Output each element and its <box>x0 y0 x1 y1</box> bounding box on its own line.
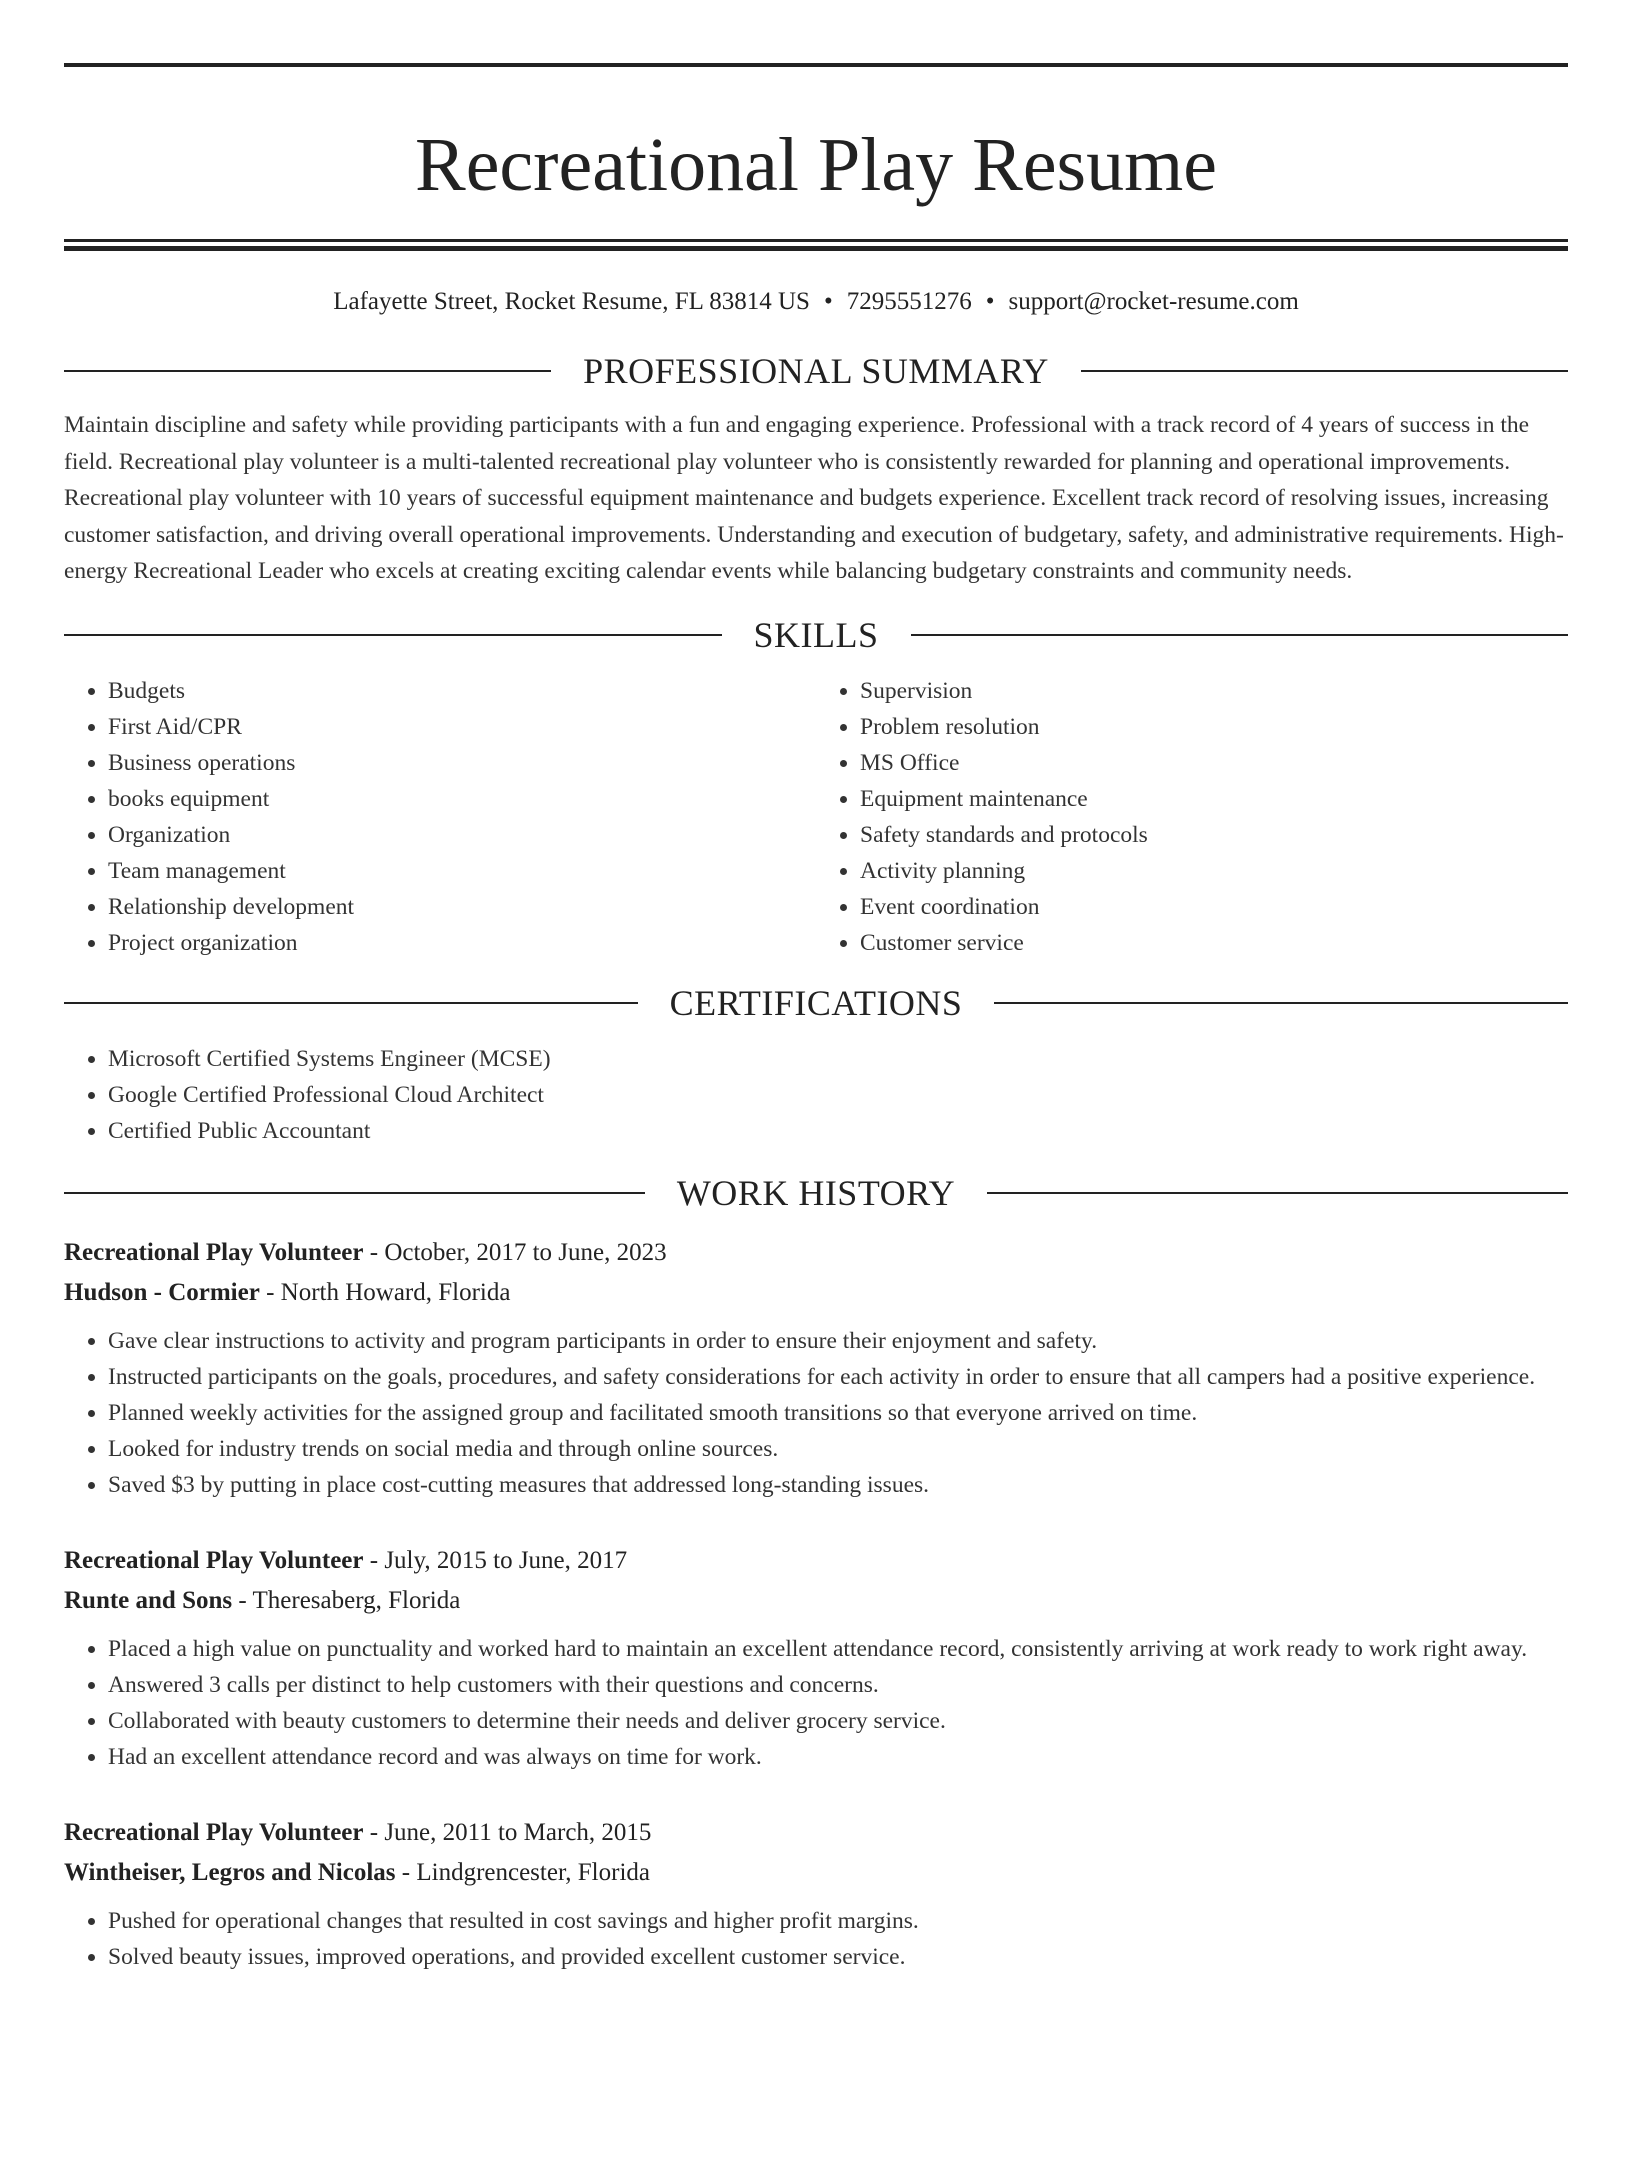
page-title: Recreational Play Resume <box>415 123 1217 207</box>
job-bullet: • Answered 3 calls per distinct to help customers with their questions and concerns. <box>108 1667 1568 1703</box>
job-dates: - June, 2011 to March, 2015 <box>363 1819 652 1846</box>
summary-text: Maintain discipline and safety while providing participants with a fun and engaging experience. Professional with a track record of 4 years of success in the field. Recreational play volunteer is a multi-talented recreational play volunteer who is consistently rewarded for planning and operational improvements. Recreational play volunteer with 10 years of successful equipment maintenance and budgets experience. Excellent track record of resolving issues, increasing customer satisfaction, and driving overall operational improvements. Understanding and execution of budgetary, safety, and administrative requirements. High-energy Recreational Leader who excels at creating exciting calendar events while balancing budgetary constraints and community needs. <box>64 412 1564 584</box>
job-entry <box>64 1233 1568 1503</box>
contact-email: support@rocket-resume.com <box>1008 288 1299 315</box>
work-section-header <box>64 1171 1568 1215</box>
skills-section-header <box>64 613 1568 657</box>
header-rule-right <box>1081 370 1568 372</box>
job-dates: - October, 2017 to June, 2023 <box>363 1239 667 1266</box>
skill-item: • First Aid/CPR <box>108 709 816 745</box>
job-bullets <box>64 1903 1568 1975</box>
job-bullet: • Had an excellent attendance record and was always on time for work. <box>108 1739 1568 1775</box>
skill-item: • Safety standards and protocols <box>860 817 1568 853</box>
job-title-line <box>64 1541 1568 1581</box>
job-bullet: • Solved beauty issues, improved operations, and provided excellent customer service. <box>108 1939 1568 1975</box>
job-bullet: • Placed a high value on punctuality and worked hard to maintain an excellent attendance record, consistently arriving at work ready to work right away. <box>108 1631 1568 1667</box>
skill-item: • Activity planning <box>860 853 1568 889</box>
skill-item: • Customer service <box>860 925 1568 961</box>
job-bullet: • Collaborated with beauty customers to determine their needs and deliver grocery service. <box>108 1703 1568 1739</box>
job-bullets <box>64 1631 1568 1775</box>
title-double-rule <box>64 239 1568 251</box>
certifications-section-header <box>64 981 1568 1025</box>
header-rule-left <box>64 634 722 636</box>
certification-item: • Certified Public Accountant <box>108 1113 1568 1149</box>
contact-separator: • <box>985 288 995 315</box>
skill-item: • books equipment <box>108 781 816 817</box>
job-title: Recreational Play Volunteer <box>64 1239 364 1266</box>
contact-phone: 7295551276 <box>846 288 972 315</box>
job-title-line <box>64 1813 1568 1853</box>
job-company: Runte and Sons <box>64 1587 233 1614</box>
summary-heading: PROFESSIONAL SUMMARY <box>583 351 1049 391</box>
skill-item: • MS Office <box>860 745 1568 781</box>
job-title: Recreational Play Volunteer <box>64 1819 364 1846</box>
skill-item: • Equipment maintenance <box>860 781 1568 817</box>
job-title-line <box>64 1233 1568 1273</box>
contact-address: Lafayette Street, Rocket Resume, FL 83814 US <box>333 288 810 315</box>
skill-item: • Problem resolution <box>860 709 1568 745</box>
job-bullet: • Saved $3 by putting in place cost-cutting measures that addressed long-standing issues. <box>108 1467 1568 1503</box>
skill-item: • Team management <box>108 853 816 889</box>
certification-item: • Google Certified Professional Cloud Architect <box>108 1077 1568 1113</box>
header-rule-left <box>64 1192 645 1194</box>
job-bullet: • Pushed for operational changes that resulted in cost savings and higher profit margins. <box>108 1903 1568 1939</box>
job-company: Hudson - Cormier <box>64 1279 260 1306</box>
job-bullet: • Planned weekly activities for the assigned group and facilitated smooth transitions so that everyone arrived on time. <box>108 1395 1568 1431</box>
skill-item: • Supervision <box>860 673 1568 709</box>
job-company-line <box>64 1581 1568 1621</box>
header-rule-right <box>911 634 1569 636</box>
job-title: Recreational Play Volunteer <box>64 1547 364 1574</box>
contact-line <box>64 287 1568 317</box>
header-rule-right <box>987 1192 1568 1194</box>
header-rule-left <box>64 370 551 372</box>
job-location: - Lindgrencester, Florida <box>395 1859 650 1886</box>
job-entry <box>64 1813 1568 1975</box>
job-location: - Theresaberg, Florida <box>232 1587 461 1614</box>
contact-separator: • <box>823 288 833 315</box>
summary-section-header <box>64 349 1568 393</box>
job-dates: - July, 2015 to June, 2017 <box>363 1547 628 1574</box>
job-bullets <box>64 1323 1568 1503</box>
job-company-line <box>64 1853 1568 1893</box>
job-entry <box>64 1541 1568 1775</box>
certification-item: • Microsoft Certified Systems Engineer (MCSE) <box>108 1041 1568 1077</box>
skill-item: • Business operations <box>108 745 816 781</box>
job-location: - North Howard, Florida <box>259 1279 511 1306</box>
job-bullet: • Gave clear instructions to activity and program participants in order to ensure their enjoyment and safety. <box>108 1323 1568 1359</box>
skill-item: • Relationship development <box>108 889 816 925</box>
skill-item: • Project organization <box>108 925 816 961</box>
skill-item: • Event coordination <box>860 889 1568 925</box>
resume-page <box>0 63 1632 2175</box>
skill-item: • Budgets <box>108 673 816 709</box>
skills-column-left <box>64 673 816 961</box>
skills-column-right <box>816 673 1568 961</box>
job-bullet: • Instructed participants on the goals, procedures, and safety considerations for each activity in order to ensure that all campers had a positive experience. <box>108 1359 1568 1395</box>
job-company-line <box>64 1273 1568 1313</box>
header-rule-right <box>994 1002 1568 1004</box>
header-rule-left <box>64 1002 638 1004</box>
skill-item: • Organization <box>108 817 816 853</box>
certifications-heading: CERTIFICATIONS <box>669 983 963 1023</box>
job-bullet: • Looked for industry trends on social media and through online sources. <box>108 1431 1568 1467</box>
skills-list <box>64 673 1568 961</box>
certifications-list <box>64 1041 1568 1149</box>
skills-heading: SKILLS <box>753 615 879 655</box>
top-rule <box>64 63 1568 67</box>
job-company: Wintheiser, Legros and Nicolas <box>64 1859 396 1886</box>
work-heading: WORK HISTORY <box>676 1173 956 1213</box>
